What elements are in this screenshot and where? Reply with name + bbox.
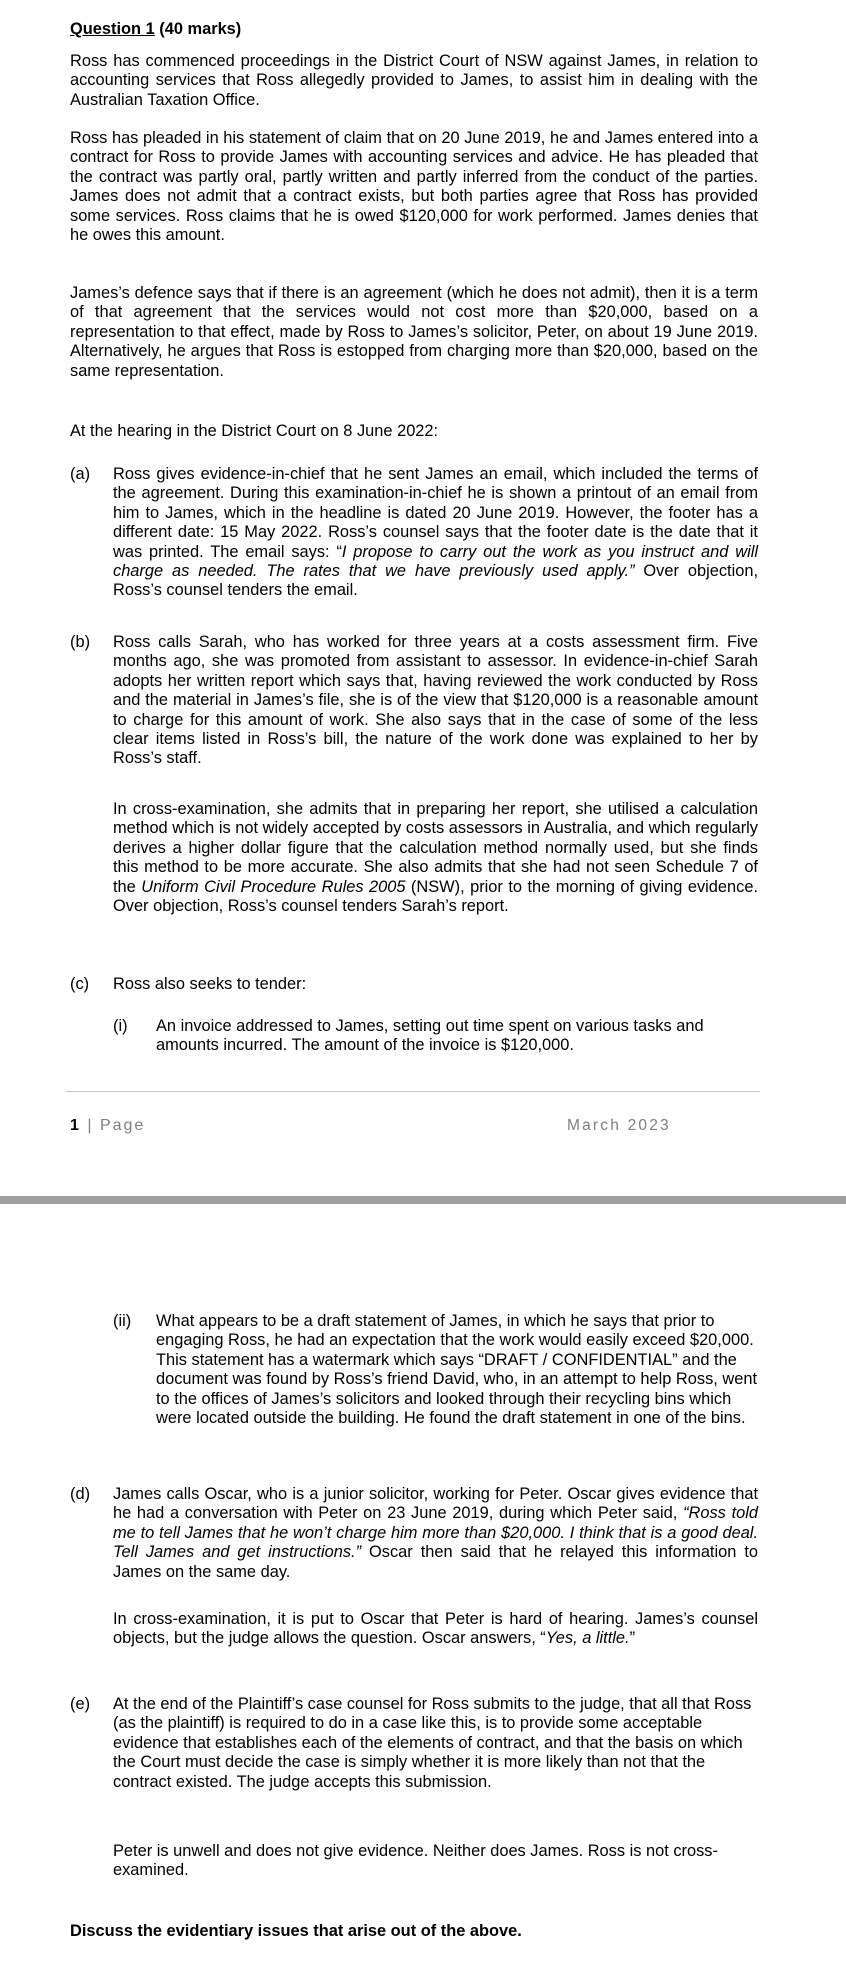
- list-item-b: [70, 633, 758, 769]
- item-e-note-text: Peter is unwell and does not give evidence. Neither does James. Ross is not cross-examined.: [113, 1842, 718, 1880]
- final-instruction: Discuss the evidentiary issues that arise out of the above.: [70, 1922, 522, 1940]
- footer-divider: [66, 1091, 760, 1092]
- page-footer: [70, 1116, 145, 1135]
- list-item-b-cross-examination: [70, 800, 758, 916]
- sub-item-ii: [113, 1312, 758, 1428]
- footer-separator: |: [80, 1117, 100, 1134]
- question-title: [70, 20, 241, 39]
- item-d-text-end: Oscar then said that he relayed this information to James on the same day.: [113, 1543, 758, 1581]
- item-d-quote: “Ross told me to tell James that he won’t charge him more than $20,000. I think that is a good deal. Tell James and get instructions.”: [113, 1504, 758, 1562]
- item-a-text-end: Over objection, Ross’s counsel tenders the email.: [113, 562, 758, 600]
- item-c-text: Ross also seeks to tender:: [113, 975, 307, 993]
- sub-item-i-text: An invoice addressed to James, setting out time spent on various tasks and amounts incurred. The amount of the invoice is $120,000.: [156, 1017, 704, 1055]
- item-b-cross-text: In cross-examination, she admits that in preparing her report, she utilised a calculation method which is not widely accepted by costs assessors in Australia, and which regularly derives a higher dollar figure that the calculation method normally used, but she finds this method to be more accurate. She also admits that she had not seen Schedule 7 of the: [113, 800, 758, 896]
- sub-item-label: (i): [113, 1017, 128, 1035]
- question-number: Question 1: [70, 20, 155, 38]
- page-number: 1: [70, 1117, 81, 1134]
- item-b-cross-text-end: (NSW), prior to the morning of giving evidence. Over objection, Ross’s counsel tenders Sarah’s report.: [113, 877, 759, 916]
- list-item-a: [70, 465, 758, 601]
- item-a-quote: I propose to carry out the work as you instruct and will charge as needed. The rates that we have previously used apply.”: [113, 542, 758, 581]
- item-label: (d): [70, 1485, 91, 1503]
- item-label: (b): [70, 633, 91, 651]
- sub-item-label: (ii): [113, 1312, 132, 1330]
- item-d-cross-text: In cross-examination, it is put to Oscar that Peter is hard of hearing. James’s counsel objects, but the judge allows the question. Oscar answers, “: [113, 1610, 758, 1648]
- item-e-text: At the end of the Plaintiff’s case counsel for Ross submits to the judge, that all that Ross (as the plaintiff) is required to do in a case like this, is to provide some acceptable evidence that establishes each of the elements of contract, and that the basis on which the Court must decide the case is simply whether it is more likely than not that the contract existed. The judge accepts this submission.: [113, 1695, 752, 1791]
- paragraph-2: Ross has pleaded in his statement of claim that on 20 June 2019, he and James entered into a contract for Ross to provide James with accounting services and advice. He has pleaded that the contract was partly oral, partly written and partly inferred from the conduct of the parties. James does not admit that a contract exists, but both parties agree that Ross has provided some services. Ross claims that he is owed $120,000 for work performed. James denies that he owes this amount.: [70, 129, 758, 245]
- item-d-answer: Yes, a little.: [545, 1629, 630, 1648]
- item-label: (c): [70, 975, 90, 993]
- item-d-close-quote: ”: [629, 1629, 636, 1648]
- ucpr-title: Uniform Civil Procedure Rules 2005: [141, 877, 406, 896]
- sub-item-ii-text: What appears to be a draft statement of James, in which he says that prior to engaging Ross, he had an expectation that the work would easily exceed $20,000. This statement has a watermark which says “DRAFT / CONFIDENTIAL” and the document was found by Ross’s friend David, who, in an attempt to help Ross, went to the offices of James’s solicitors and looked through their recycling bins which were located outside the building. He found the draft statement in one of the bins.: [156, 1312, 758, 1428]
- item-b-text: Ross calls Sarah, who has worked for three years at a costs assessment firm. Five months ago, she was promoted from assistant to assessor. In evidence-in-chief Sarah adopts her written report which says that, having reviewed the work conducted by Ross and the material in James’s file, she is of the view that $120,000 is a reasonable amount to charge for this amount of work. She also says that in the case of some of the less clear items listed in Ross’s bill, the nature of the work done was explained to her by Ross’s staff.: [113, 633, 758, 768]
- list-item-c: [70, 975, 758, 994]
- paragraph-3: James’s defence says that if there is an agreement (which he does not admit), then it is a term of that agreement that the services would not cost more than $20,000, based on a representation to that effect, made by Ross to James’s solicitor, Peter, on about 19 June 2019. Alternatively, he argues that Ross is estopped from charging more than $20,000, based on the same representation.: [70, 284, 758, 380]
- list-item-d-cross-examination: [70, 1610, 758, 1649]
- page-word: Page: [99, 1117, 146, 1134]
- item-label: (a): [70, 465, 91, 483]
- item-d-text: James calls Oscar, who is a junior solicitor, working for Peter. Oscar gives evidence that he had a conversation with Peter on 23 June 2019, during which Peter said,: [113, 1485, 758, 1523]
- list-item-e-note: [70, 1842, 758, 1881]
- sub-item-i: [113, 1017, 758, 1056]
- paragraph-4: At the hearing in the District Court on 8 June 2022:: [70, 422, 439, 440]
- question-marks: (40 marks): [154, 20, 242, 38]
- item-label: (e): [70, 1695, 91, 1713]
- footer-date: March 2023: [567, 1117, 671, 1134]
- list-item-e: [70, 1695, 758, 1792]
- list-item-d: [70, 1485, 758, 1582]
- paragraph-1: Ross has commenced proceedings in the District Court of NSW against James, in relation to accounting services that Ross allegedly provided to James, to assist him in dealing with the Australian Taxation Office.: [70, 52, 758, 109]
- item-a-text: Ross gives evidence-in-chief that he sent James an email, which included the terms of the agreement. During this examination-in-chief he is shown a printout of an email from him to James, which in the headline is dated 20 June 2019. However, the footer has a different date: 15 May 2022. Ross’s counsel says that the footer date is the date that it was printed. The email says: “: [113, 465, 758, 561]
- page-separator: [0, 1196, 846, 1204]
